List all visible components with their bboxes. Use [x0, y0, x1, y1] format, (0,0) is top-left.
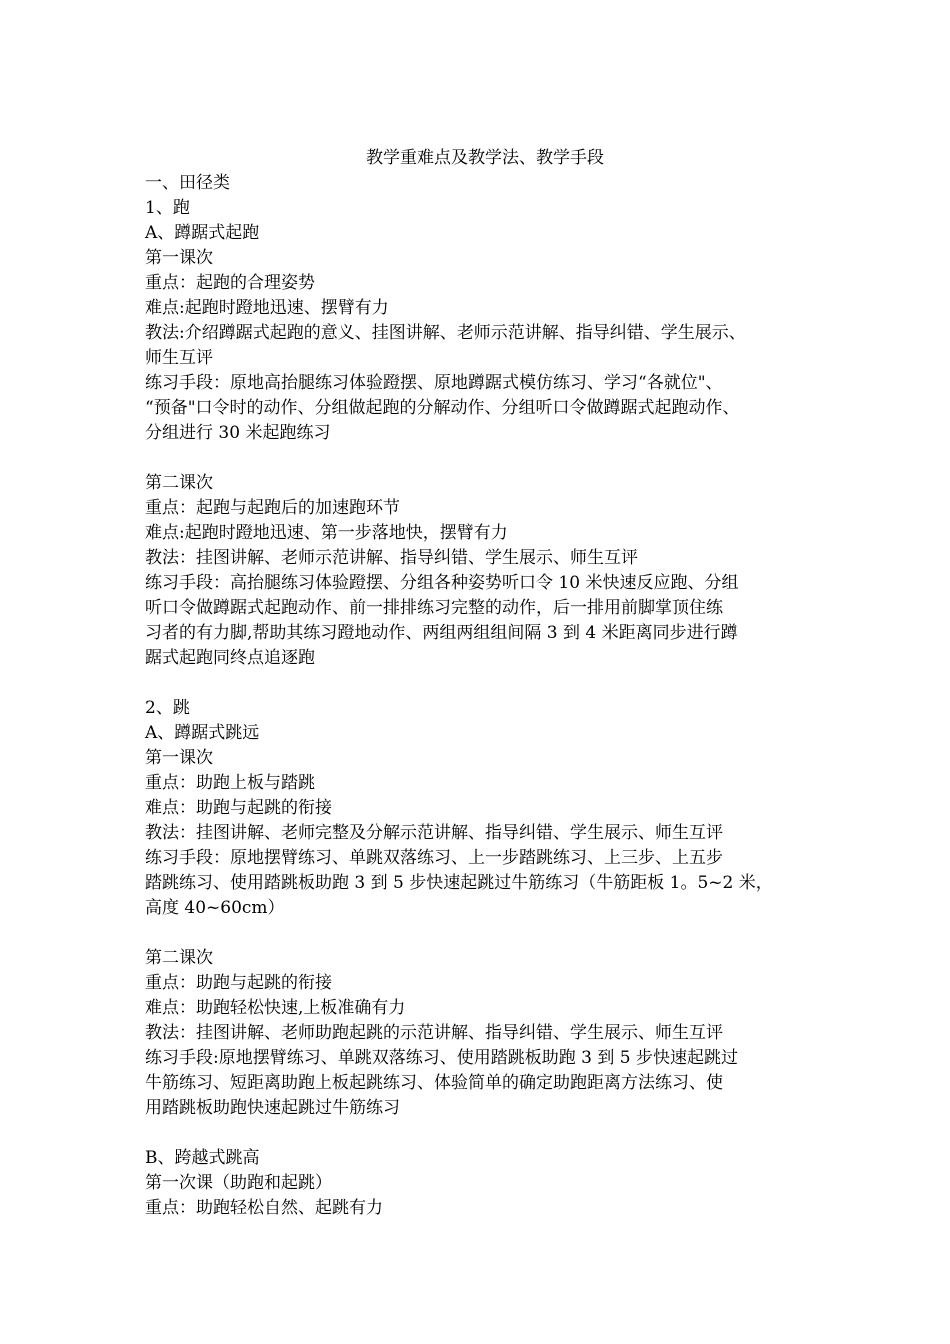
text-line: 重点：起跑的合理姿势 — [145, 273, 315, 293]
text-line: 教法：挂图讲解、老师示范讲解、指导纠错、学生展示、师生互评 — [145, 548, 638, 568]
text-line: 练习手段:原地摆臂练习、单跳双落练习、使用踏跳板助跑 3 到 5 步快速起跳过 — [145, 1048, 738, 1068]
text-line: 重点：起跑与起跑后的加速跑环节 — [145, 498, 400, 518]
paragraph-gap — [145, 446, 825, 471]
text-line: A、蹲踞式起跑 — [145, 223, 260, 243]
text-line: 第一课次 — [145, 748, 213, 768]
document-lines — [145, 171, 825, 1221]
document-body — [145, 146, 825, 1221]
text-line: 重点：助跑上板与踏跳 — [145, 773, 315, 793]
text-line: “预备"口令时的动作、分组做起跑的分解动作、分组听口令做蹲踞式起跑动作、 — [145, 398, 740, 418]
text-line: A、蹲踞式跳远 — [145, 723, 260, 743]
text-line: 1、跑 — [145, 198, 190, 218]
text-line: 分组进行 30 米起跑练习 — [145, 423, 331, 443]
text-line: 第一次课（助跑和起跳） — [145, 1173, 332, 1193]
text-line: 师生互评 — [145, 348, 213, 368]
text-line: 第二课次 — [145, 473, 213, 493]
text-line: 2、跳 — [145, 698, 190, 718]
text-line: 练习手段：高抬腿练习体验蹬摆、分组各种姿势听口令 10 米快速反应跑、分组 — [145, 573, 739, 593]
text-line: 重点：助跑与起跳的衔接 — [145, 973, 332, 993]
text-line: 踏跳练习、使用踏跳板助跑 3 到 5 步快速起跳过牛筋练习（牛筋距板 1。5~2 米， — [145, 873, 773, 893]
text-line: 难点：助跑轻松快速,上板准确有力 — [145, 998, 406, 1018]
text-line: B、跨越式跳高 — [145, 1148, 260, 1168]
text-line: 踞式起跑同终点追逐跑 — [145, 648, 315, 668]
paragraph-gap — [145, 671, 825, 696]
text-line: 第一课次 — [145, 248, 213, 268]
text-line: 牛筋练习、短距离助跑上板起跳练习、体验简单的确定助跑距离方法练习、使 — [145, 1073, 723, 1093]
text-line: 教法：挂图讲解、老师助跑起跳的示范讲解、指导纠错、学生展示、师生互评 — [145, 1023, 723, 1043]
text-line: 第二课次 — [145, 948, 213, 968]
text-line: 教法:介绍蹲踞式起跑的意义、挂图讲解、老师示范讲解、指导纠错、学生展示、 — [145, 323, 746, 343]
text-line: 练习手段：原地摆臂练习、单跳双落练习、上一步踏跳练习、上三步、上五步 — [145, 848, 723, 868]
text-line: 高度 40~60cm） — [145, 898, 285, 918]
paragraph-gap — [145, 921, 825, 946]
text-line: 教法：挂图讲解、老师完整及分解示范讲解、指导纠错、学生展示、师生互评 — [145, 823, 723, 843]
text-line: 难点：助跑与起跳的衔接 — [145, 798, 332, 818]
text-line: 难点:起跑时蹬地迅速、摆臂有力 — [145, 298, 389, 318]
text-line: 练习手段：原地高抬腿练习体验蹬摆、原地蹲踞式模仿练习、学习“各就位"、 — [145, 373, 723, 393]
document-title: 教学重难点及教学法、教学手段 — [366, 148, 604, 168]
text-line: 难点:起跑时蹬地迅速、第一步落地快，摆臂有力 — [145, 523, 508, 543]
text-line: 听口令做蹲踞式起跑动作、前一排排练习完整的动作，后一排用前脚掌顶住练 — [145, 598, 723, 618]
text-line: 习者的有力脚,帮助其练习蹬地动作、两组两组组间隔 3 到 4 米距离同步进行蹲 — [145, 623, 738, 643]
paragraph-gap — [145, 1121, 825, 1146]
text-line: 一、田径类 — [145, 173, 230, 193]
text-line: 用踏跳板助跑快速起跳过牛筋练习 — [145, 1098, 400, 1118]
text-line: 重点：助跑轻松自然、起跳有力 — [145, 1198, 383, 1218]
